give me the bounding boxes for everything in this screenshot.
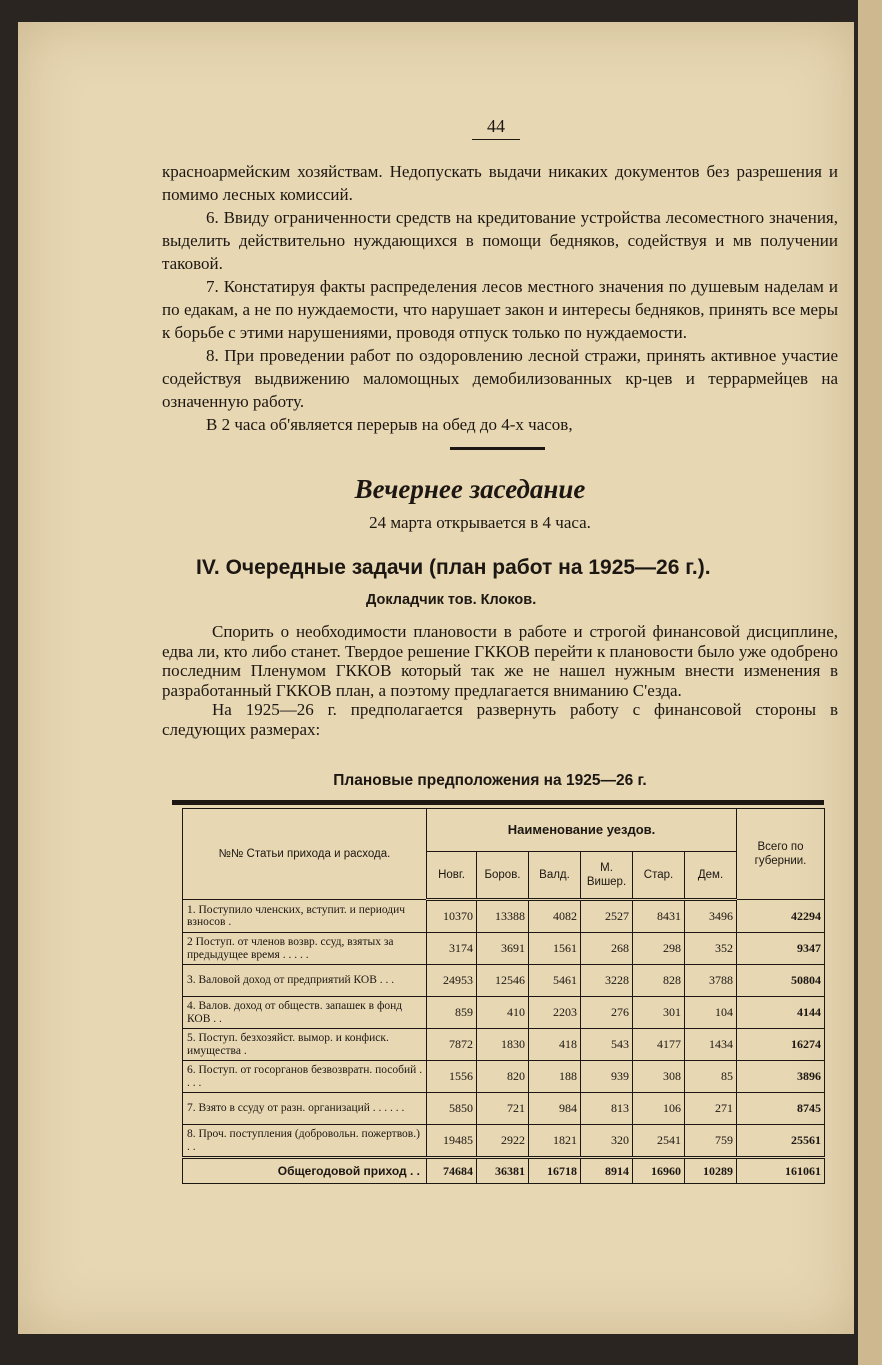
- cell-total: 3896: [737, 1061, 825, 1093]
- sum-value: 74684: [427, 1158, 477, 1184]
- cell-value: 85: [685, 1061, 737, 1093]
- cell-total: 42294: [737, 900, 825, 933]
- sum-value: 16718: [529, 1158, 581, 1184]
- paragraph-item-7: 7. Констатируя факты распределения лесов местного значения по душевым наделам и по едакам, а не по нуждаемости, что нарушает закон и интересы бедняков, принять все меры к борьбе с этими нарушениями, проводя отпуск только по нуждаемости.: [162, 277, 838, 342]
- paragraph-item-6: 6. Ввиду ограниченности средств на кредитование устройства лесоместного значения, выделить действительно нуждающихся в помощи бедняков, содействуя и мв получении таковой.: [162, 208, 838, 273]
- header-districts-group: Наименование уездов.: [427, 809, 737, 852]
- header-total-column: Всего по губернии.: [737, 809, 825, 900]
- page-number: 44: [472, 116, 520, 140]
- cell-value: 543: [581, 1029, 633, 1061]
- cell-value: 320: [581, 1125, 633, 1158]
- cell-value: 308: [633, 1061, 685, 1093]
- sum-value: 10289: [685, 1158, 737, 1184]
- table-row: [183, 1125, 825, 1158]
- plan-paragraph-1: Спорить о необходимости плановости в работе и строгой финансовой дисциплине, едва ли, кто либо станет. Твердое решение ГККОВ перейти к плановости было уже одобрено последним Пленумом ГККОВ который так же не нашел нужным внести изменения в разработанный ГККОВ план, а поэтому предлагается вниманию С'езда.: [162, 622, 838, 700]
- cell-value: 188: [529, 1061, 581, 1093]
- cell-value: 24953: [427, 965, 477, 997]
- cell-value: 3691: [477, 933, 529, 965]
- row-label: 1. Поступило членских, вступит. и периодич взносов .: [183, 900, 427, 933]
- row-label: 7. Взято в ссуду от разн. организаций . . . . . .: [183, 1093, 427, 1125]
- cell-value: 301: [633, 997, 685, 1029]
- section-divider: [450, 447, 545, 450]
- header-district: Валд.: [529, 852, 581, 900]
- table-row: [183, 1093, 825, 1125]
- cell-value: 5461: [529, 965, 581, 997]
- cell-value: 759: [685, 1125, 737, 1158]
- cell-value: 1556: [427, 1061, 477, 1093]
- cell-value: 1830: [477, 1029, 529, 1061]
- cell-value: 3174: [427, 933, 477, 965]
- row-label: 5. Поступ. безхозяйст. вымор. и конфиск. имущества .: [183, 1029, 427, 1061]
- row-label: 8. Проч. поступления (добровольн. пожертвов.) . .: [183, 1125, 427, 1158]
- cell-value: 2541: [633, 1125, 685, 1158]
- resolution-text: [162, 160, 838, 436]
- cell-value: 4082: [529, 900, 581, 933]
- cell-value: 410: [477, 997, 529, 1029]
- cell-value: 3496: [685, 900, 737, 933]
- sum-value: 16960: [633, 1158, 685, 1184]
- cell-value: 271: [685, 1093, 737, 1125]
- cell-value: 8431: [633, 900, 685, 933]
- cell-value: 721: [477, 1093, 529, 1125]
- plan-paragraph-2: На 1925—26 г. предполагается развернуть работу с финансовой стороны в следующих размерах:: [162, 700, 838, 739]
- row-label: 2 Поступ. от членов возвр. ссуд, взятых за предыдущее время . . . . .: [183, 933, 427, 965]
- header-district: Стар.: [633, 852, 685, 900]
- evening-session-title: Вечернее заседание: [354, 474, 586, 504]
- cell-value: 5850: [427, 1093, 477, 1125]
- plan-table-wrapper: [172, 800, 824, 1184]
- cell-value: 104: [685, 997, 737, 1029]
- cell-total: 8745: [737, 1093, 825, 1125]
- plan-text: [162, 622, 838, 739]
- break-announcement: В 2 часа об'является перерыв на обед до 4-х часов,: [206, 415, 573, 434]
- sum-label: Общегодовой приход . .: [183, 1158, 427, 1184]
- cell-total: 9347: [737, 933, 825, 965]
- sum-value: 36381: [477, 1158, 529, 1184]
- row-label: 4. Валов. доход от обществ. запашек в фонд КОВ . .: [183, 997, 427, 1029]
- sum-value: 8914: [581, 1158, 633, 1184]
- speaker-line: Докладчик тов. Клоков.: [366, 592, 537, 608]
- paragraph-item-8: 8. При проведении работ по оздоровлению лесной стражи, принять активное участие содействуя выдвижению маломощных демобилизованных кр-цев и террармейцев на означенную работу.: [162, 346, 838, 411]
- cell-value: 3788: [685, 965, 737, 997]
- cell-value: 859: [427, 997, 477, 1029]
- header-item-column: №№ Статьи прихода и расхода.: [183, 809, 427, 900]
- cell-value: 939: [581, 1061, 633, 1093]
- plan-table: [182, 808, 825, 1184]
- cell-value: 1561: [529, 933, 581, 965]
- table-row: [183, 933, 825, 965]
- evening-session-subtitle: 24 марта открывается в 4 часа.: [369, 513, 591, 532]
- table-row: [183, 1061, 825, 1093]
- cell-value: 984: [529, 1093, 581, 1125]
- cell-total: 16274: [737, 1029, 825, 1061]
- cell-value: 3228: [581, 965, 633, 997]
- cell-value: 820: [477, 1061, 529, 1093]
- cell-value: 813: [581, 1093, 633, 1125]
- facing-page-edge: [858, 0, 882, 1365]
- cell-value: 2527: [581, 900, 633, 933]
- header-district: Дем.: [685, 852, 737, 900]
- cell-value: 352: [685, 933, 737, 965]
- row-label: 6. Поступ. от госорганов безвозвратн. пособий . . . .: [183, 1061, 427, 1093]
- table-row: [183, 900, 825, 933]
- header-district: Новг.: [427, 852, 477, 900]
- header-district: Боров.: [477, 852, 529, 900]
- header-district: М. Вишер.: [581, 852, 633, 900]
- cell-total: 4144: [737, 997, 825, 1029]
- table-row: [183, 965, 825, 997]
- cell-value: 268: [581, 933, 633, 965]
- table-row: [183, 997, 825, 1029]
- table-sum-row: [183, 1158, 825, 1184]
- cell-value: 418: [529, 1029, 581, 1061]
- cell-value: 10370: [427, 900, 477, 933]
- cell-value: 828: [633, 965, 685, 997]
- plan-table-body: [183, 900, 825, 1184]
- cell-value: 19485: [427, 1125, 477, 1158]
- cell-total: 50804: [737, 965, 825, 997]
- section-heading: IV. Очередные задачи (план работ на 1925—26 г.).: [196, 556, 711, 579]
- cell-total: 25561: [737, 1125, 825, 1158]
- cell-value: 7872: [427, 1029, 477, 1061]
- paragraph-continued: красноармейским хозяйствам. Недопускать выдачи никаких документов без разрешения и помимо лесных комиссий.: [162, 162, 838, 204]
- table-title: Плановые предположения на 1925—26 г.: [333, 772, 647, 789]
- cell-value: 1434: [685, 1029, 737, 1061]
- sum-total: 161061: [737, 1158, 825, 1184]
- cell-value: 13388: [477, 900, 529, 933]
- cell-value: 2922: [477, 1125, 529, 1158]
- cell-value: 12546: [477, 965, 529, 997]
- row-label: 3. Валовой доход от предприятий КОВ . . .: [183, 965, 427, 997]
- cell-value: 276: [581, 997, 633, 1029]
- table-row: [183, 1029, 825, 1061]
- cell-value: 2203: [529, 997, 581, 1029]
- cell-value: 298: [633, 933, 685, 965]
- cell-value: 1821: [529, 1125, 581, 1158]
- cell-value: 106: [633, 1093, 685, 1125]
- cell-value: 4177: [633, 1029, 685, 1061]
